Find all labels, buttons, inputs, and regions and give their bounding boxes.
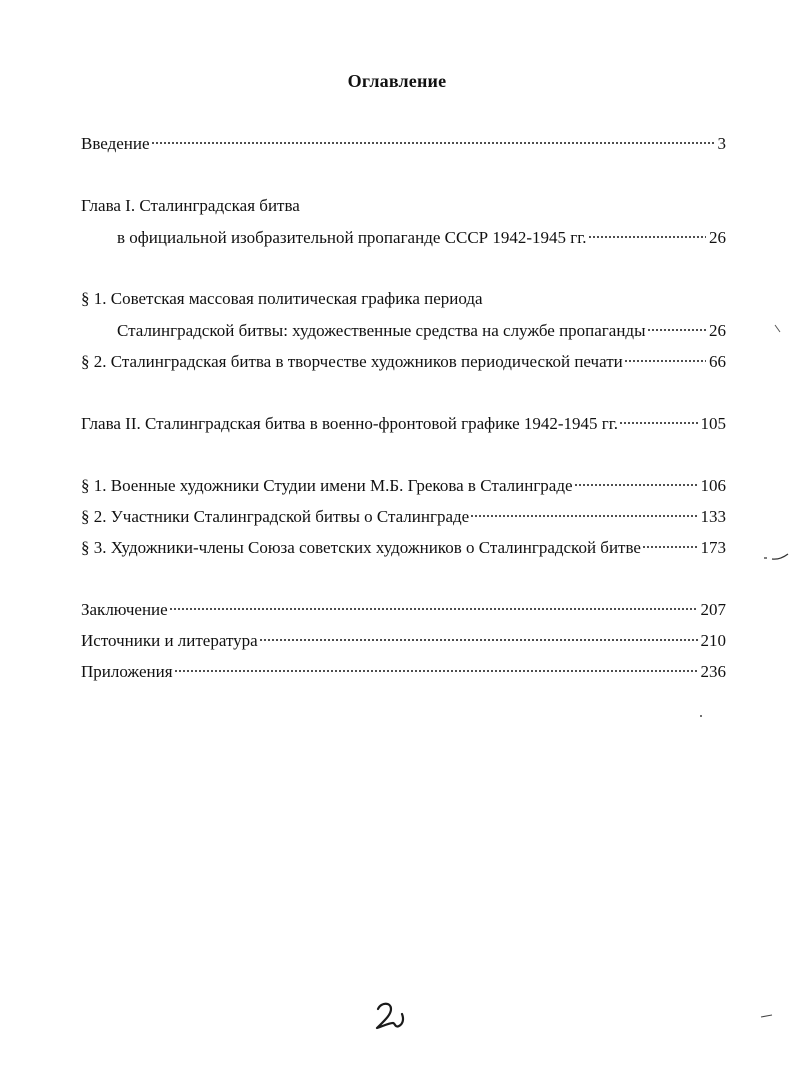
scan-mark — [774, 324, 782, 334]
toc-section-1-1[interactable] — [117, 320, 726, 342]
toc-page-number: 173 — [700, 538, 726, 557]
toc-page-number: 3 — [717, 134, 726, 153]
dot-leader — [259, 638, 698, 642]
toc-page-number: 133 — [700, 507, 726, 526]
toc-page-number: 105 — [700, 414, 726, 433]
toc-section-2-2[interactable] — [81, 506, 726, 528]
dot-leader — [151, 141, 715, 145]
toc-page-number: 106 — [700, 476, 726, 495]
dot-leader — [470, 514, 697, 518]
toc-page-number: 210 — [700, 631, 726, 650]
toc-chapter-2[interactable] — [81, 413, 726, 435]
toc-entry-label: Глава II. Сталинградская битва в военно-фронтовой графике 1942-1945 гг. — [81, 414, 619, 433]
dot-leader — [647, 328, 707, 332]
toc-entry-introduction[interactable] — [81, 133, 726, 155]
toc-page-number: 26 — [709, 228, 726, 247]
scan-mark — [762, 550, 790, 562]
toc-section-1-2[interactable] — [81, 351, 726, 373]
scan-mark — [760, 1012, 774, 1020]
dot-leader — [642, 545, 698, 549]
dot-leader — [174, 669, 698, 673]
toc-section-2-1[interactable] — [81, 475, 726, 497]
toc-page-number: 26 — [709, 321, 726, 340]
toc-entry-label: Заключение — [81, 600, 168, 619]
scan-mark — [698, 713, 704, 719]
dot-leader — [624, 359, 706, 363]
toc-entry-label: § 1. Военные художники Студии имени М.Б. Грекова в Сталинграде — [81, 476, 573, 495]
toc-entry-label: в официальной изобразительной пропаганде СССР 1942-1945 гг. — [117, 228, 587, 247]
page-title: Оглавление — [347, 71, 447, 91]
toc-section-1-1-heading[interactable]: § 1. Советская массовая политическая графика периода — [81, 289, 483, 308]
toc-entry-label: Введение — [81, 134, 150, 153]
toc-entry-label: § 3. Художники-члены Союза советских художников о Сталинградской битве — [81, 538, 641, 557]
toc-page-number: 66 — [709, 352, 726, 371]
toc-section-2-3[interactable] — [81, 537, 726, 559]
toc-chapter-1[interactable] — [117, 227, 726, 249]
toc-entry-conclusion[interactable] — [81, 599, 726, 621]
toc-page-number: 207 — [700, 600, 726, 619]
toc-entry-label: Приложения — [81, 662, 173, 681]
handwritten-page-number — [372, 999, 406, 1033]
dot-leader — [574, 483, 698, 487]
dot-leader — [619, 421, 697, 425]
toc-chapter-1-heading[interactable]: Глава I. Сталинградская битва — [81, 196, 300, 215]
dot-leader — [169, 607, 698, 611]
toc-entry-label: § 2. Участники Сталинградской битвы о Сталинграде — [81, 507, 470, 526]
toc-entry-label: § 2. Сталинградская битва в творчестве художников периодической печати — [81, 352, 623, 371]
toc-page-number: 236 — [700, 662, 726, 681]
toc-entry-appendices[interactable] — [81, 661, 726, 683]
dot-leader — [588, 235, 706, 239]
toc-entry-label: Сталинградской битвы: художественные средства на службе пропаганды — [117, 321, 646, 340]
toc-entry-label: Источники и литература — [81, 631, 258, 650]
toc-entry-sources[interactable] — [81, 630, 726, 652]
